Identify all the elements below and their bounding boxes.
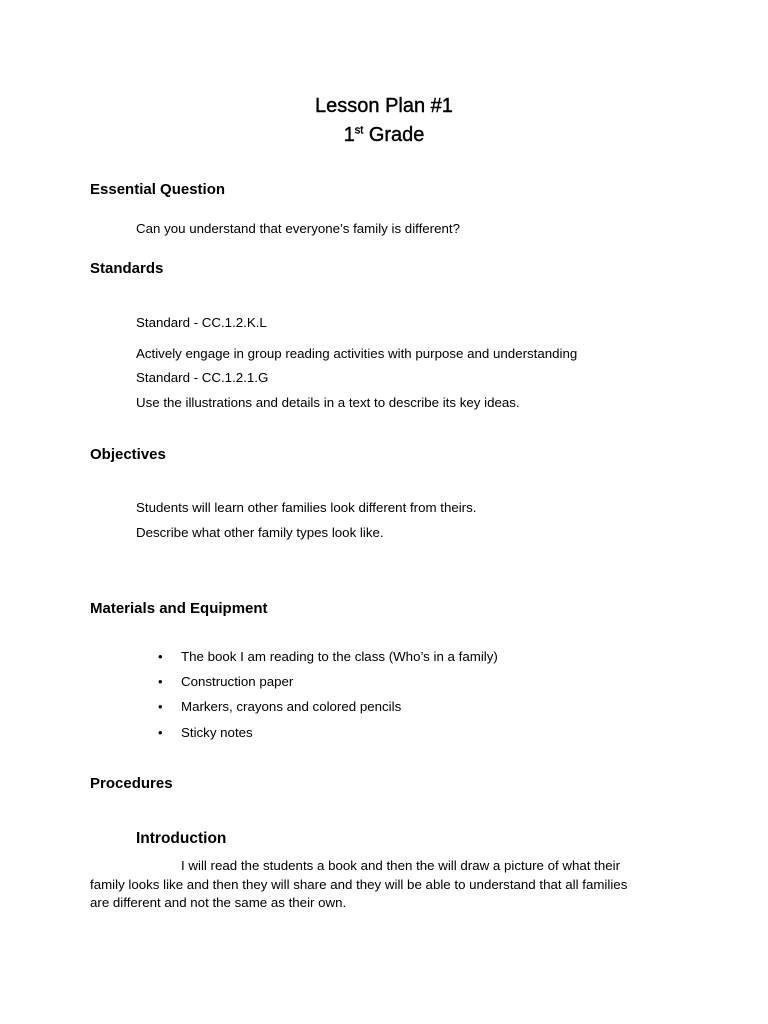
materials-list-item: Construction paper (181, 674, 294, 689)
document-title: Lesson Plan #1 (315, 95, 453, 117)
materials-heading: Materials and Equipment (90, 600, 268, 617)
materials-list-item: Markers, crayons and colored pencils (181, 699, 402, 714)
standard-code-1: Standard - CC.1.2.K.L (136, 315, 267, 330)
materials-list-item: Sticky notes (181, 725, 253, 740)
procedures-heading: Procedures (90, 775, 173, 792)
bullet-icon: • (158, 725, 163, 740)
document-subtitle (0, 124, 768, 147)
standard-description-2: Use the illustrations and details in a text to describe its key ideas. (136, 395, 520, 410)
bullet-icon: • (158, 699, 163, 714)
introduction-heading: Introduction (136, 830, 227, 847)
standards-heading: Standards (90, 260, 164, 277)
essential-question-heading: Essential Question (90, 181, 226, 198)
objectives-heading: Objectives (90, 446, 166, 463)
grade-number: 1 (343, 124, 355, 146)
bullet-icon: • (158, 649, 163, 664)
objective-item: Students will learn other families look different from theirs. (136, 500, 477, 515)
standard-code-2: Standard - CC.1.2.1.G (136, 370, 269, 385)
materials-list-item: The book I am reading to the class (Who’s in a family) (181, 649, 498, 664)
grade-label: Grade (363, 124, 425, 146)
standard-description-1: Actively engage in group reading activities with purpose and understanding (136, 346, 578, 361)
essential-question-text: Can you understand that everyone’s family is different? (136, 221, 460, 236)
objective-item: Describe what other family types look like. (136, 525, 384, 540)
introduction-line-1: I will read the students a book and then the will draw a picture of what their (181, 858, 621, 873)
introduction-line-3: are different and not the same as their own. (90, 895, 347, 910)
bullet-icon: • (158, 674, 163, 689)
introduction-paragraph (90, 857, 680, 913)
grade-ordinal-suffix: st (354, 124, 364, 137)
introduction-line-2: family looks like and then they will share and they will be able to understand that all families (90, 876, 628, 892)
